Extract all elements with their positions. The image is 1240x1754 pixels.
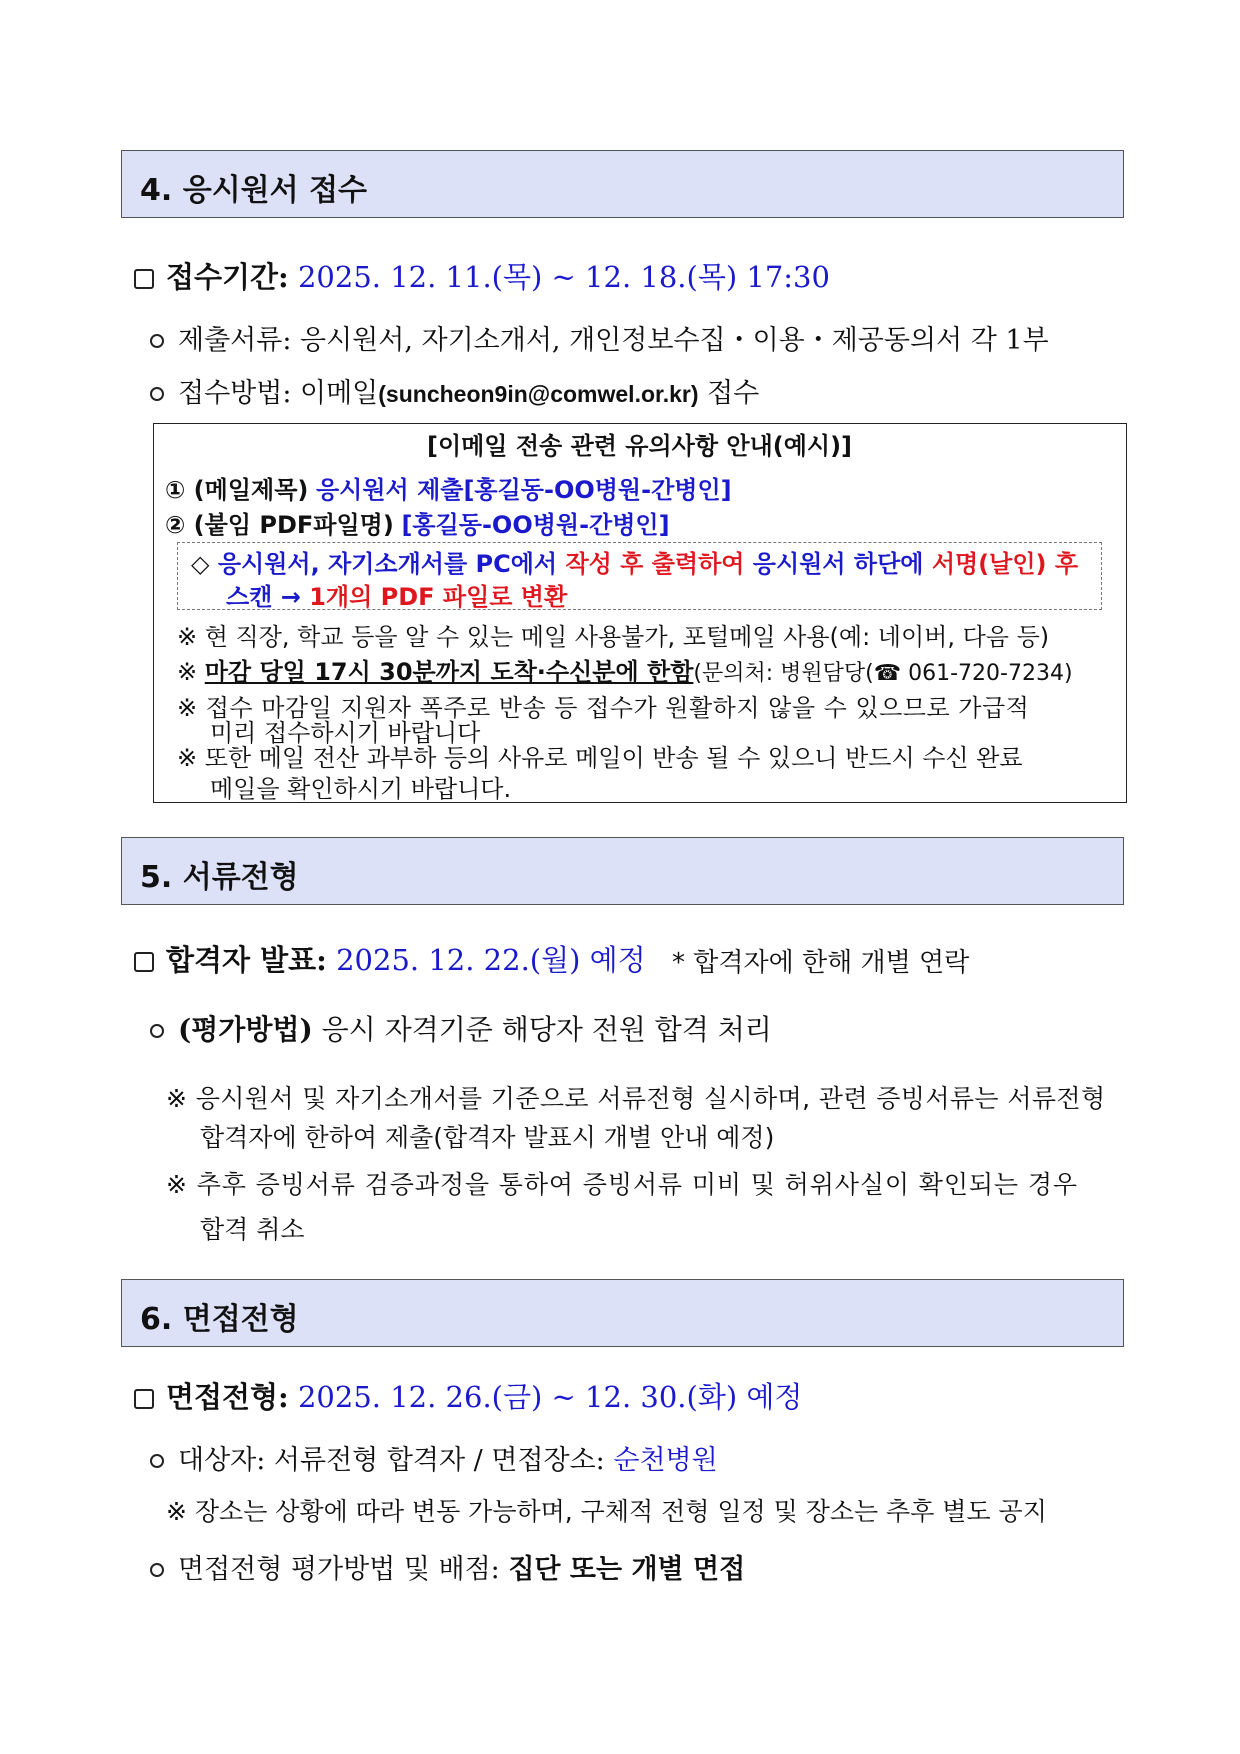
notice-item-1-label: ① (메일제목) <box>165 476 309 504</box>
section-6-header <box>121 1279 1124 1347</box>
circle-bullet-icon <box>150 387 164 401</box>
announce-label: 합격자 발표: <box>166 943 327 977</box>
pdf-instruction-part-4: 서명(날인) 후 <box>931 550 1079 578</box>
contact-text: (문의처: 병원담당(☎ 061-720-7234) <box>693 661 1073 686</box>
documents-text: 제출서류: 응시원서, 자기소개서, 개인정보수집・이용・제공동의서 각 1부 <box>178 325 1049 356</box>
announce-note: * 합격자에 한해 개별 연락 <box>672 948 970 978</box>
pdf-instruction-part-2: 작성 후 출력하여 <box>565 550 745 578</box>
notice-item-1 <box>165 470 732 505</box>
doc-eval-value: 응시 자격기준 해당자 전원 합격 처리 <box>321 1013 772 1046</box>
interview-label: 면접전형: <box>166 1380 289 1414</box>
doc-note-2b: 합격 취소 <box>200 1215 305 1244</box>
square-bullet-icon <box>134 952 154 972</box>
notice-item-2-label: ② (붙임 PDF파일명) <box>165 511 394 539</box>
interview-eval-label: 면접전형 평가방법 및 배점: <box>178 1554 500 1585</box>
receipt-period-label: 접수기간: <box>166 260 289 294</box>
announce-value: 2025. 12. 22.(월) 예정 <box>336 943 646 977</box>
notice-item-2-value: [홍길동-OO병원-간병인] <box>401 511 670 539</box>
method-line <box>150 371 759 410</box>
notice-item-2 <box>165 505 670 540</box>
notice-note-4a: ※ 또한 메일 전산 과부하 등의 사유로 메일이 반송 될 수 있으니 반드시 수신 완료 <box>177 744 1023 772</box>
notice-note-4b: 메일을 확인하시기 바랍니다. <box>210 775 512 803</box>
notice-note-1: ※ 현 직장, 학교 등을 알 수 있는 메일 사용불가, 포털메일 사용(예: 네이버, 다음 등) <box>177 623 1050 651</box>
pdf-instruction-line-1 <box>191 544 1078 579</box>
square-bullet-icon <box>134 269 154 289</box>
pdf-instruction-part-6: 1개의 PDF 파일로 변환 <box>309 583 568 611</box>
section-4-header <box>121 150 1124 218</box>
place-note: ※ 장소는 상황에 따라 변동 가능하며, 구체적 전형 일정 및 장소는 추후 별도 공지 <box>166 1497 1047 1526</box>
notice-note-2 <box>177 652 1073 687</box>
diamond-icon: ◇ <box>191 550 210 578</box>
notice-item-1-value: 응시원서 제출[홍길동-OO병원-간병인] <box>316 476 732 504</box>
circle-bullet-icon <box>150 1454 164 1468</box>
square-bullet-icon <box>134 1389 154 1409</box>
method-prefix: 접수방법: 이메일 <box>178 378 379 409</box>
doc-note-2a: ※ 추후 증빙서류 검증과정을 통하여 증빙서류 미비 및 허위사실이 확인되는 경우 <box>166 1170 1078 1199</box>
circle-bullet-icon <box>150 1024 164 1038</box>
receipt-period-value: 2025. 12. 11.(목) ~ 12. 18.(목) 17:30 <box>297 260 830 294</box>
doc-note-1b: 합격자에 한하여 제출(합격자 발표시 개별 안내 예정) <box>200 1123 775 1152</box>
target-line <box>150 1438 718 1477</box>
section-5-title: 5. 서류전형 <box>140 860 299 895</box>
doc-note-1a: ※ 응시원서 및 자기소개서를 기준으로 서류전형 실시하며, 관련 증빙서류는 서류전형 <box>166 1084 1106 1113</box>
pdf-instruction-box <box>177 542 1102 610</box>
receipt-period-line <box>134 255 830 296</box>
note-mark: ※ <box>177 658 198 686</box>
documents-line <box>150 318 1049 357</box>
interview-value: 2025. 12. 26.(금) ~ 12. 30.(화) 예정 <box>297 1380 803 1414</box>
pdf-instruction-part-3: 응시원서 하단에 <box>752 550 924 578</box>
method-email: (suncheon9in@comwel.or.kr) <box>378 381 699 407</box>
announce-line <box>134 938 646 979</box>
method-suffix: 접수 <box>707 378 760 409</box>
circle-bullet-icon <box>150 334 164 348</box>
notice-note-3a: ※ 접수 마감일 지원자 폭주로 반송 등 접수가 원활하지 않을 수 있으므로 가급적 <box>177 694 1030 722</box>
notice-note-3b: 미리 접수하시기 바랍니다 <box>210 719 481 747</box>
section-5-header <box>121 837 1124 905</box>
pdf-instruction-part-5: 스캔 → <box>226 583 301 611</box>
interview-place: 순천병원 <box>613 1445 718 1476</box>
interview-line <box>134 1375 802 1416</box>
pdf-instruction-line-2 <box>226 577 567 612</box>
notice-title: [이메일 전송 관련 유의사항 안내(예시)] <box>426 432 853 460</box>
section-4-title: 4. 응시원서 접수 <box>140 173 368 208</box>
deadline-text: 마감 당일 17시 30분까지 도착·수신분에 한함 <box>204 658 694 686</box>
doc-eval-label: (평가방법) <box>178 1013 313 1046</box>
circle-bullet-icon <box>150 1563 164 1577</box>
doc-eval-line <box>150 1008 772 1048</box>
email-notice-box <box>153 423 1127 803</box>
section-6-title: 6. 면접전형 <box>140 1302 299 1337</box>
interview-eval-value: 집단 또는 개별 면접 <box>508 1554 746 1585</box>
target-text: 대상자: 서류전형 합격자 / 면접장소: <box>178 1445 605 1476</box>
interview-eval-line <box>150 1547 745 1586</box>
pdf-instruction-part-1: 응시원서, 자기소개서를 PC에서 <box>217 550 558 578</box>
